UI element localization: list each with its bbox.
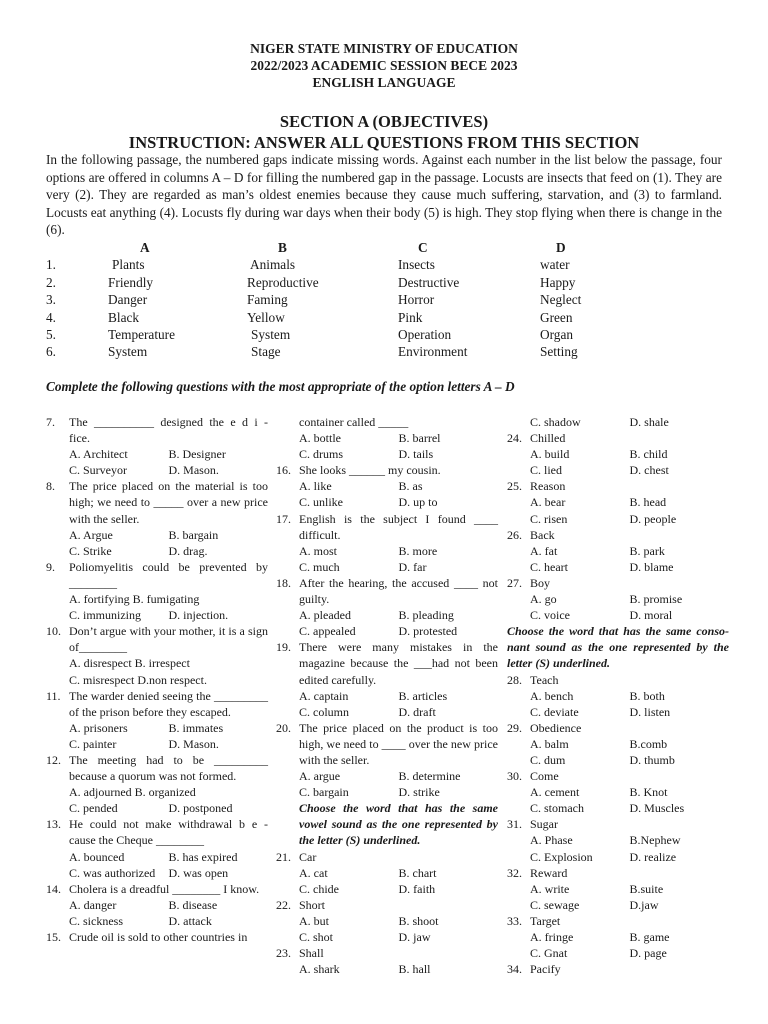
option: C. Surveyor	[69, 463, 127, 478]
option-row	[507, 849, 729, 865]
option: A. Phase	[530, 833, 573, 848]
option: D. Mason.	[168, 736, 219, 751]
option: D. postponed	[168, 801, 233, 816]
question-word: Reason	[530, 479, 566, 494]
option-row	[46, 543, 268, 559]
option: A. prisoners	[69, 720, 128, 735]
option: D. far	[398, 559, 427, 574]
option-row	[276, 784, 498, 800]
option: C. risen	[530, 511, 568, 526]
option: D. shale	[629, 415, 669, 429]
option-row	[507, 800, 729, 816]
question-text: Poliomyelitis could be prevented by ________	[69, 559, 268, 590]
option: C. Strike	[69, 543, 112, 558]
option: D. tails	[398, 447, 434, 462]
grid-cell: Yellow	[247, 309, 285, 325]
option-row	[46, 897, 268, 913]
session-title: 2022/2023 ACADEMIC SESSION BECE 2023	[250, 58, 518, 73]
option: A. shark	[299, 962, 340, 977]
questions-column-3	[507, 414, 729, 977]
grid-row	[46, 291, 646, 308]
section-instruction: INSTRUCTION: ANSWER ALL QUESTIONS FROM THIS SECTION	[128, 133, 640, 152]
question-number: 14.	[46, 881, 61, 896]
grid-row	[46, 256, 646, 273]
option: B. more	[398, 543, 438, 558]
option: A. fringe	[530, 930, 574, 944]
question-stem	[46, 816, 268, 848]
option: C. chide	[299, 881, 339, 896]
option-row	[507, 559, 729, 575]
question-number: 12.	[46, 752, 61, 767]
grid-num: 6.	[46, 344, 56, 360]
question-number: 10.	[46, 624, 61, 639]
question-stem	[46, 559, 268, 591]
option-row	[276, 704, 498, 720]
grid-num: 1.	[46, 257, 56, 273]
question-stem	[276, 462, 498, 478]
grid-cell: Friendly	[108, 274, 154, 290]
option: D. blame	[629, 559, 674, 574]
option-line: A. disrespect B. irrespect	[69, 656, 190, 671]
question-word: Target	[530, 913, 561, 928]
option-row	[507, 736, 729, 752]
option: A. captain	[299, 688, 349, 703]
question-stem	[46, 478, 268, 526]
grid-cell: Danger	[108, 292, 148, 308]
option: D. chest	[629, 463, 669, 478]
question-number: 21.	[276, 849, 291, 864]
document-header	[0, 40, 768, 91]
question-text: The price placed on the material is too high; we need to _____ over a new price with the seller.	[69, 479, 268, 526]
section-header	[0, 111, 768, 153]
option-row	[276, 961, 498, 977]
option: B. hall	[398, 962, 431, 977]
option: B. Knot	[629, 785, 668, 800]
question-stem	[46, 752, 268, 784]
option-row	[46, 446, 268, 462]
option: A. cat	[299, 865, 328, 880]
question-stem	[507, 720, 729, 736]
option: A. bear	[530, 495, 566, 510]
question-number: 9.	[46, 559, 55, 574]
question-stem	[276, 575, 498, 607]
option: C. dum	[530, 752, 566, 767]
option: B. has expired	[168, 849, 238, 864]
option: A. bench	[530, 688, 574, 703]
grid-cell: Reproductive	[247, 274, 319, 290]
question-word: Pacify	[530, 962, 561, 977]
option-row	[276, 623, 498, 639]
grid-cell: Operation	[398, 326, 452, 342]
question-word: Teach	[530, 672, 559, 687]
option-row	[276, 688, 498, 704]
option: D. injection.	[168, 608, 229, 623]
option-row	[507, 929, 729, 945]
option: B. pleading	[398, 608, 454, 623]
grid-cell: Setting	[540, 344, 578, 360]
option-row	[46, 720, 268, 736]
option: C. Gnat	[530, 946, 568, 961]
question-text: Crude oil is sold to other countries in	[69, 930, 248, 944]
grid-cell: Insects	[398, 257, 435, 273]
consonant-instruction: Choose the word that has the same conso- nant sound as the one represented by the letter (S) underlined.	[507, 624, 729, 671]
question-number: 16.	[276, 463, 291, 478]
question-word: Boy	[530, 575, 551, 590]
question-stem	[276, 639, 498, 687]
option: B. child	[629, 447, 668, 462]
questions-column-2	[276, 414, 498, 977]
option-line: A. adjourned B. organized	[69, 785, 196, 800]
option: D. realize	[629, 849, 677, 864]
option: C. much	[299, 559, 340, 574]
option: A. fat	[530, 543, 558, 558]
option: D. strike	[398, 785, 440, 800]
question-number: 19.	[276, 640, 291, 655]
option: C. bargain	[299, 785, 349, 800]
question-stem	[507, 913, 729, 929]
option-row	[46, 849, 268, 865]
grid-num: 2.	[46, 274, 56, 290]
option: C. was authorized	[69, 865, 156, 880]
question-word: Back	[530, 527, 555, 542]
question-number: 20.	[276, 720, 291, 735]
question-stem	[507, 575, 729, 591]
option: B. game	[629, 930, 670, 944]
question-text: Cholera is a dreadful ________ I know.	[69, 881, 260, 896]
question-stem	[507, 672, 729, 688]
grid-cell: Temperature	[108, 326, 175, 342]
question-text: She looks ______ my cousin.	[299, 463, 441, 478]
grid-cell: Plants	[112, 257, 145, 273]
option: C. appealed	[299, 624, 356, 639]
option: C. sickness	[69, 913, 123, 928]
option: A. cement	[530, 785, 580, 800]
grid-num: 4.	[46, 309, 56, 325]
option-row	[507, 607, 729, 623]
option: A. Architect	[69, 447, 128, 462]
option: B. head	[629, 495, 667, 510]
passage-text: In the following passage, the numbered gaps indicate missing words. Against each number in the list below the passage, four options are offered in columns A – D for filling the numbered gap in the passage. Locusts are insects that feed on (1). They are very (2). They are regarded as man’s oldest enemies because they cause much suffering, starvation, and (3) to farmland. Locusts eat anything (4). Locusts fly during war days when their body (5) is high. They stop flying when there is change in the (6).	[46, 152, 722, 238]
question-number: 7.	[46, 415, 55, 429]
question-word: Reward	[530, 865, 568, 880]
question-word: Shall	[299, 946, 324, 961]
grid-cell: Animals	[250, 257, 296, 273]
question-number: 22.	[276, 897, 291, 912]
option: C. shot	[299, 930, 334, 944]
option-row	[507, 784, 729, 800]
option: C. shadow	[530, 415, 581, 429]
vowel-instruction: Choose the word that has the same vowel sound as the one represented by the letter (S) underlined.	[299, 801, 498, 848]
question-number: 27.	[507, 575, 522, 590]
option-row	[46, 462, 268, 478]
option-row	[276, 607, 498, 623]
grid-header-a: A	[140, 240, 150, 255]
question-stem	[276, 720, 498, 768]
grid-cell: Black	[108, 309, 140, 325]
option: D.jaw	[629, 897, 659, 912]
grid-header-row	[46, 239, 646, 256]
question-word: Obedience	[530, 720, 582, 735]
grid-row	[46, 309, 646, 326]
option: B. articles	[398, 688, 448, 703]
option: C. deviate	[530, 704, 579, 719]
option: C. painter	[69, 736, 117, 751]
option-row	[507, 881, 729, 897]
option-row	[276, 430, 498, 446]
option-row	[46, 527, 268, 543]
option-row	[507, 704, 729, 720]
option-row	[507, 897, 729, 913]
grid-row	[46, 326, 646, 343]
option: D. listen	[629, 704, 671, 719]
grid-num: 3.	[46, 292, 56, 308]
question-number: 29.	[507, 720, 522, 735]
option-line: A. fortifying B. fumigating	[69, 592, 200, 607]
grid-num: 5.	[46, 326, 56, 342]
option-row	[276, 446, 498, 462]
complete-instruction: Complete the following questions with the most appropriate of the option letters A – D	[46, 379, 515, 394]
question-word: Short	[299, 897, 326, 912]
option: A. like	[299, 479, 332, 494]
option-row	[276, 929, 498, 945]
grid-header-c: C	[418, 240, 428, 255]
option: B. chart	[398, 865, 437, 880]
option: A. bottle	[299, 431, 341, 446]
question-text: Don’t argue with your mother, it is a sign of________	[69, 624, 268, 655]
option: A. build	[530, 447, 570, 462]
grid-cell: Faming	[247, 292, 288, 308]
option: D. people	[629, 511, 677, 526]
grid-cell: water	[540, 257, 570, 273]
grid-header-b: B	[278, 240, 287, 255]
option: B. both	[629, 688, 665, 703]
option: B. disease	[168, 897, 218, 912]
option-row	[507, 543, 729, 559]
option-row	[276, 768, 498, 784]
question-text: There were many mistakes in the magazine because the ___had not been edited carefully.	[299, 640, 498, 687]
option: B. Designer	[168, 447, 226, 462]
question-number: 15.	[46, 930, 61, 944]
grid-cell: System	[108, 344, 148, 360]
option: B.comb	[629, 736, 668, 751]
option: B. bargain	[168, 527, 219, 542]
option-row	[46, 913, 268, 929]
question-number: 26.	[507, 527, 522, 542]
option-row	[46, 736, 268, 752]
grid-cell: Destructive	[398, 274, 460, 290]
ministry-title: NIGER STATE MINISTRY OF EDUCATION	[250, 41, 518, 56]
question-text: The meeting had to be _________ because a quorum was not formed.	[69, 752, 268, 784]
option-row	[46, 865, 268, 881]
option: A. go	[530, 592, 557, 607]
option: B. promise	[629, 592, 683, 607]
question-number: 23.	[276, 946, 291, 961]
grid-cell: Green	[540, 309, 573, 325]
option: D. faith	[398, 881, 436, 896]
option: A. pleaded	[299, 608, 351, 623]
question-word: Chilled	[530, 431, 566, 446]
question-stem	[507, 816, 729, 832]
question-number: 33.	[507, 913, 522, 928]
option-row	[276, 881, 498, 897]
option: C. immunizing	[69, 608, 141, 623]
question-stem	[507, 768, 729, 784]
option: D. page	[629, 946, 667, 961]
grid-row	[46, 343, 646, 360]
grid-cell: Stage	[251, 344, 281, 360]
question-number: 30.	[507, 769, 522, 784]
option: D. jaw	[398, 930, 431, 944]
question-stem	[46, 414, 268, 446]
option: B. shoot	[398, 913, 439, 928]
grid-cell: Pink	[398, 309, 423, 325]
questions-column-1	[46, 414, 268, 945]
option: D. drag.	[168, 543, 208, 558]
question-word: Come	[530, 769, 559, 784]
question-text: He could not make withdrawal b e - cause the Cheque ________	[69, 817, 268, 848]
option: A. but	[299, 913, 329, 928]
option-row	[46, 607, 268, 623]
question-stem	[46, 623, 268, 655]
question-number: 18.	[276, 575, 291, 590]
question-stem	[276, 945, 498, 961]
option: A. balm	[530, 736, 569, 751]
question-stem	[276, 897, 498, 913]
option: D. Muscles	[629, 801, 685, 816]
option-row	[507, 591, 729, 607]
option: D. protested	[398, 624, 458, 639]
question-stem	[46, 881, 268, 897]
grid-row	[46, 274, 646, 291]
subject-title: ENGLISH LANGUAGE	[312, 75, 456, 90]
option: A. most	[299, 543, 338, 558]
option-line: C. misrespect D.non respect.	[69, 672, 207, 687]
option: C. lied	[530, 463, 562, 478]
option: D. thumb	[629, 752, 675, 767]
option-row	[276, 478, 498, 494]
option: B. barrel	[398, 431, 441, 446]
question-stem	[46, 688, 268, 720]
option: B. immates	[168, 720, 224, 735]
option: B.Nephew	[629, 833, 681, 848]
question-word: Car	[299, 849, 317, 864]
option: A. bounced	[69, 849, 125, 864]
question-number: 24.	[507, 431, 522, 446]
question-number: 11.	[46, 688, 61, 703]
question-stem	[46, 929, 268, 945]
question-number: 32.	[507, 865, 522, 880]
grid-cell: Happy	[540, 274, 576, 290]
option: A. Argue	[69, 527, 113, 542]
option: D. moral	[629, 608, 673, 623]
option-row	[507, 462, 729, 478]
option: D. Mason.	[168, 463, 219, 478]
option: C. unlike	[299, 495, 343, 510]
question-word: Sugar	[530, 817, 558, 832]
question-stem	[507, 430, 729, 446]
option: C. stomach	[530, 801, 584, 816]
option: C. drums	[299, 447, 344, 462]
question-text: The price placed on the product is too high, we need to ____ over the new price with the seller.	[299, 720, 498, 767]
question-number: 8.	[46, 479, 55, 494]
question-number: 28.	[507, 672, 522, 687]
question-stem	[507, 478, 729, 494]
question-text: The warder denied seeing the _________ of the prison before they escaped.	[69, 688, 268, 719]
option-row	[507, 752, 729, 768]
question-text-continued: container called _____	[299, 415, 409, 429]
option: B.suite	[629, 881, 664, 896]
option: C. pended	[69, 801, 118, 816]
option-row	[507, 414, 729, 430]
question-number: 34.	[507, 962, 522, 977]
option: C. voice	[530, 608, 570, 623]
option-row	[276, 865, 498, 881]
question-number: 17.	[276, 511, 291, 526]
option: B. as	[398, 479, 423, 494]
option: B. determine	[398, 769, 461, 784]
option-row	[507, 446, 729, 462]
option: D. was open	[168, 865, 229, 880]
grid-cell: Environment	[398, 344, 468, 360]
grid-cell: Neglect	[540, 292, 582, 308]
option: C. heart	[530, 559, 568, 574]
question-stem	[276, 849, 498, 865]
option-row	[276, 559, 498, 575]
question-number: 31.	[507, 817, 522, 832]
question-text: After the hearing, the accused ____ not guilty.	[299, 575, 498, 607]
option: A. danger	[69, 897, 117, 912]
options-grid	[46, 239, 646, 361]
option-row	[507, 945, 729, 961]
question-text: English is the subject I found ____ difficult.	[299, 511, 498, 542]
question-stem	[276, 511, 498, 543]
question-number: 13.	[46, 817, 61, 832]
option: B. park	[629, 543, 665, 558]
question-stem	[507, 527, 729, 543]
option: C. Explosion	[530, 849, 593, 864]
option-row	[276, 494, 498, 510]
option: D. draft	[398, 704, 436, 719]
option-row	[507, 511, 729, 527]
option: A. argue	[299, 769, 341, 784]
option-row	[507, 688, 729, 704]
option-row	[507, 832, 729, 848]
option: C. sewage	[530, 897, 580, 912]
grid-cell: Organ	[540, 326, 573, 342]
question-number: 25.	[507, 479, 522, 494]
grid-header-d: D	[556, 240, 566, 255]
option: D. attack	[168, 913, 212, 928]
question-stem	[507, 961, 729, 977]
grid-cell: System	[251, 326, 291, 342]
section-title: SECTION A (OBJECTIVES)	[279, 112, 489, 131]
option-row	[276, 543, 498, 559]
option-row	[276, 913, 498, 929]
option-row	[507, 494, 729, 510]
option: D. up to	[398, 495, 438, 510]
question-text: The __________ designed the e d i - fice.	[69, 415, 268, 446]
option: A. write	[530, 881, 570, 896]
option: C. column	[299, 704, 349, 719]
option-row	[46, 800, 268, 816]
grid-cell: Horror	[398, 292, 435, 308]
question-stem	[507, 865, 729, 881]
